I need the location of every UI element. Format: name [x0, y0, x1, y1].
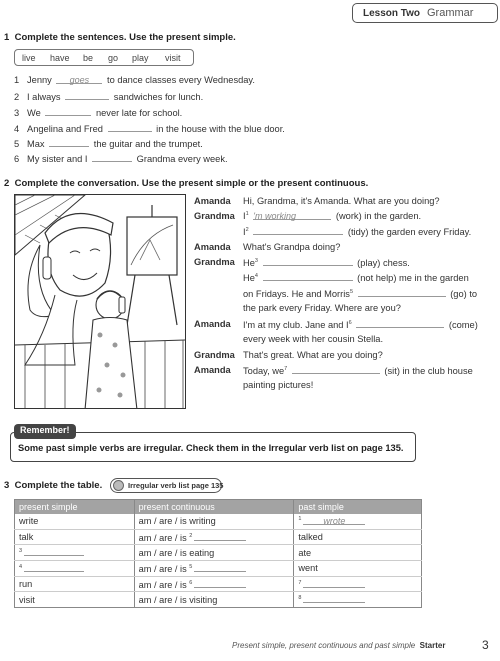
dialogue-line: Hi, Grandma, it's Amanda. What are you doing?	[243, 196, 440, 206]
lesson-label: Lesson Two	[363, 8, 421, 19]
exercise-1-title: 1 Complete the sentences. Use the present simple.	[4, 32, 236, 43]
answer-blank[interactable]	[253, 226, 343, 235]
speaker-label: Grandma	[194, 211, 235, 221]
speaker-label: Grandma	[194, 350, 235, 360]
exercise-2-title: 2 Complete the conversation. Use the present simple or the present continuous.	[4, 178, 369, 189]
cell-past-simple: talked	[294, 529, 422, 545]
answer-blank[interactable]	[49, 138, 89, 147]
answer-blank[interactable]	[292, 365, 380, 374]
illustration-phone-call	[14, 194, 186, 409]
cell-past-simple[interactable]: 8	[294, 592, 422, 608]
topic-label: Grammar	[427, 7, 474, 19]
answer-blank[interactable]	[263, 257, 353, 266]
answer-blank[interactable]	[92, 153, 132, 162]
page-footer: Present simple, present continuous and past simple Starter	[232, 641, 446, 650]
answer-blank[interactable]	[356, 319, 444, 328]
dialogue-line: He$^3$ (play) chess.	[243, 257, 410, 268]
speaker-label: Amanda	[194, 319, 231, 329]
word-box	[14, 49, 194, 66]
dialogue-line: Today, $we^7$ (sit) in the club house	[243, 365, 473, 376]
sentence: 6 My sister and I Grandma every week.	[14, 154, 228, 164]
cell-present-simple[interactable]: 4	[15, 561, 135, 577]
cell-present-continuous: am / are / is writing	[134, 514, 294, 530]
table-row	[15, 576, 422, 592]
cell-present-simple: talk	[15, 529, 135, 545]
answer-blank[interactable]: 'm working	[253, 211, 331, 220]
lesson-header-tab	[352, 3, 498, 23]
word: live	[22, 53, 36, 63]
answer-blank[interactable]	[45, 107, 91, 116]
answer-blank[interactable]	[65, 91, 109, 100]
table-row	[15, 514, 422, 530]
cell-present-continuous[interactable]: am / are / is $^5$	[134, 561, 294, 577]
dialogue-line: That's great. What are you doing?	[243, 350, 383, 360]
cell-present-simple: write	[15, 514, 135, 530]
cell-present-continuous[interactable]: am / are / is $^2$	[134, 529, 294, 545]
cell-present-simple: run	[15, 576, 135, 592]
dialogue-line: $I^2$ (tidy) the garden every Friday.	[243, 226, 472, 237]
word: visit	[165, 53, 181, 63]
sentence: 4 Angelina and Fred in the house with the blue door.	[14, 124, 285, 134]
dialogue-line: every week with her cousin Stella.	[243, 334, 384, 344]
dialogue-line: on Fridays. He and Morris$^5$ (go) to	[243, 288, 478, 299]
word: play	[132, 53, 149, 63]
page-number: 3	[482, 638, 489, 652]
dialogue-line: the park every Friday. Where are you?	[243, 303, 401, 313]
dialogue-line: I'm at my club. Jane and $I^6$ (come)	[243, 319, 478, 330]
cell-past-simple[interactable]: $^1$ wrote	[294, 514, 422, 530]
header-past-simple: past simple	[294, 500, 422, 514]
speaker-label: Amanda	[194, 242, 231, 252]
cell-present-simple[interactable]: 3	[15, 545, 135, 561]
dialogue-line: He$^4$ (not help) me in the garden	[243, 272, 469, 283]
dialogue-line: painting pictures!	[243, 380, 314, 390]
cell-past-simple[interactable]: 7	[294, 576, 422, 592]
cell-present-simple: visit	[15, 592, 135, 608]
dialogue-line: What's Grandpa doing?	[243, 242, 341, 252]
answer-blank[interactable]: goes	[56, 75, 102, 84]
sentence: 1 Jenny goes to dance classes every Wednesday.	[14, 75, 255, 85]
dialogue-line: $I^1$ 'm working (work) in the garden.	[243, 211, 422, 222]
sentence: 3 We never late for school.	[14, 108, 183, 118]
verb-table	[14, 499, 422, 608]
word: have	[50, 53, 70, 63]
sentence: 2 I always sandwiches for lunch.	[14, 92, 204, 102]
cell-present-continuous: am / are / is eating	[134, 545, 294, 561]
cell-present-continuous[interactable]: am / are / is $^6$	[134, 576, 294, 592]
word: go	[108, 53, 119, 63]
speaker-label: Grandma	[194, 257, 235, 267]
remember-text: Some past simple verbs are irregular. Check them in the Irregular verb list on page 135.	[18, 443, 404, 453]
word: be	[83, 53, 94, 63]
irregular-verb-list-link[interactable]: Irregular verb list page 135	[110, 478, 222, 493]
cell-past-simple: ate	[294, 545, 422, 561]
answer-blank[interactable]	[108, 123, 152, 132]
cd-icon	[113, 480, 124, 491]
table-row	[15, 592, 422, 608]
table-row	[15, 545, 422, 561]
sentence: 5 Max the guitar and the trumpet.	[14, 139, 203, 149]
speaker-label: Amanda	[194, 365, 231, 375]
cell-past-simple: went	[294, 561, 422, 577]
table-row	[15, 561, 422, 577]
speaker-label: Amanda	[194, 196, 231, 206]
cell-present-continuous: am / are / is visiting	[134, 592, 294, 608]
table-row	[15, 529, 422, 545]
header-present-simple: present simple	[15, 500, 135, 514]
answer-blank[interactable]	[358, 288, 446, 297]
answer-blank[interactable]	[263, 272, 353, 281]
header-present-continuous: present continuous	[134, 500, 294, 514]
exercise-3-title: 3 Complete the table.	[4, 480, 103, 491]
remember-tag: Remember!	[14, 424, 76, 439]
